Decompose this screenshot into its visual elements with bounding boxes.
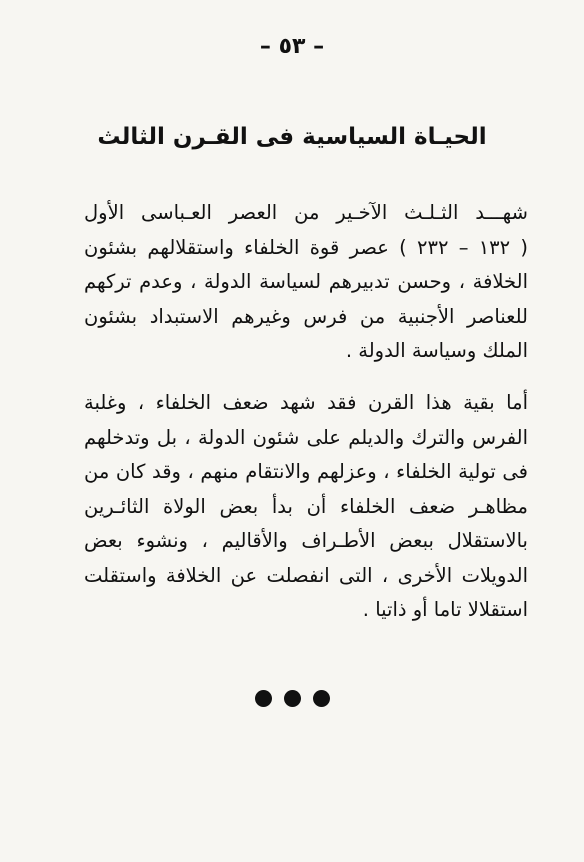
dot-icon [284,690,301,707]
dot-icon [255,690,272,707]
text-line: فى تولية الخلفاء ، وعزلهم والانتقام منهم ، وقد كان من [84,460,528,483]
text-line: شهـــد الثـلـث الآخـير من العصر العـباسى الأول [84,201,528,224]
text-line: الدويلات الأخرى ، التى انفصلت عن الخلافة واستقلت [84,563,528,587]
text-line: بالاستقلال ببعض الأطـراف والأقاليم ، ونشوء بعض [84,529,528,552]
text-line: للعناصر الأجنبية من فرس وغيرهم الاستبداد بشئون [84,304,528,328]
dot-icon [313,690,330,707]
three-dots-ornament-icon [0,690,584,707]
paragraph-1 [84,196,528,369]
text-line: الفرس والترك والديلم على شئون الدولة ، بل وتدخلهم [84,425,528,449]
text-line: ( ١٣٢ – ٢٣٢ ) عصر قوة الخلفاء واستقلالهم بشئون [84,235,528,259]
text-line: الخلافة ، وحسن تدبيرهم لسياسة الدولة ، وعدم تركهم [84,270,528,293]
text-line: مظاهـر ضعف الخلفاء أن بدأ بعض الولاة الثائـرين [84,494,528,518]
text-line: أما بقية هذا القرن فقد شهد ضعف الخلفاء ، وغلبة [84,391,528,414]
text-line: الملك وسياسة الدولة . [345,339,528,362]
page-number: – ٥٣ – [259,34,325,59]
text-line: استقلالا تاما أو ذاتيا . [362,598,528,621]
paragraph-2 [84,386,528,628]
chapter-title: الحيـاة السياسية فى القـرن الثالث [97,124,487,150]
